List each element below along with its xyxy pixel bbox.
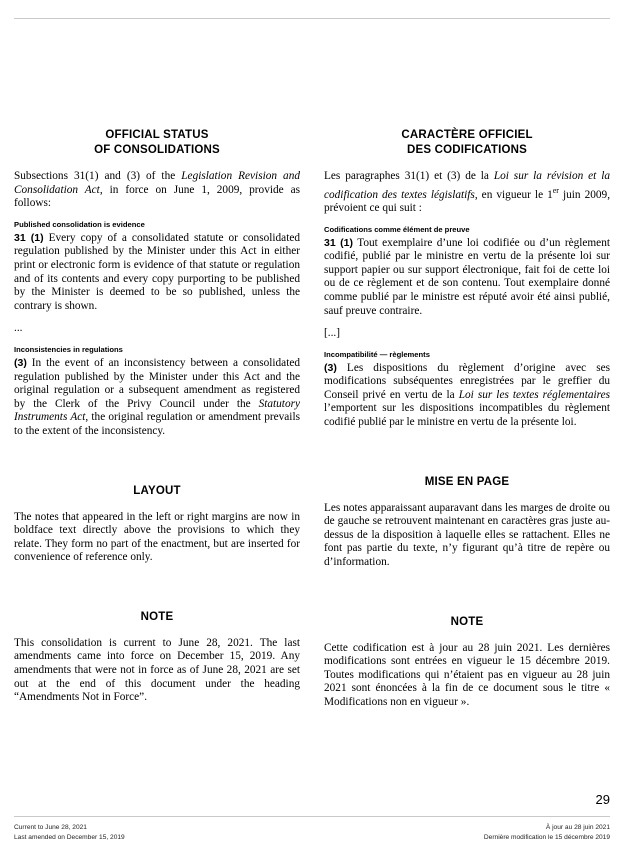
layout-paragraph-en: The notes that appeared in the left or right margins are now in boldface text directly above the provisions to which they relate. They form no part of the enactment, but are inserted for convenience of reference only. (14, 510, 300, 564)
page-number: 29 (595, 792, 610, 807)
section-31-1-fr (324, 237, 610, 319)
intro-paragraph-en: Subsections 31(1) and (3) of the Legislation Revision and Consolidation Act, in force on June 1, 2009, provide as follows: (14, 170, 300, 210)
section-31-1-en (14, 232, 300, 314)
statutory-instruments-act-title-en: Statutory Instruments Act (14, 397, 300, 424)
ordinal-suffix-fr: er (552, 185, 559, 195)
spacer-en-1 (14, 448, 300, 484)
section-31-3-en: (3) In the event of an inconsistency between a consolidated regulation published by the Minister under this Act and the original regulation or a subsequent amendment as registered by the Clerk of the Privy Council under the Statutory Instruments Act, the original regulation or amendment prevails to the extent of the inconsistency. (14, 356, 300, 437)
section-31-3-number-fr: (3) (324, 361, 337, 374)
ellipsis-en: ... (14, 322, 23, 335)
section-31-1-number-fr: 31 (1) (324, 236, 354, 249)
section-31-1-number-en: 31 (1) (14, 231, 44, 244)
footer-amended-en: Last amended on December 15, 2019 (14, 834, 125, 841)
official-status-heading-fr (324, 128, 610, 158)
header-divider (14, 18, 610, 19)
statutory-instruments-act-title-fr: Loi sur les textes réglementaires (458, 388, 611, 401)
intro-act-title-en: Legislation Revision and Consolidation Act (14, 170, 300, 196)
official-status-heading-en-line2: OF CONSOLIDATIONS (94, 144, 220, 156)
footer-row-top (14, 823, 610, 833)
note-heading-fr: NOTE (450, 615, 484, 628)
note-paragraph-en: This consolidation is current to June 28, 2021. The last amendments came into force on December 15, 2019. Any amendments that were not in force as of June 28, 2021 are set out at the end of this document under the heading “Amendments Not in Force”. (14, 636, 300, 704)
official-status-heading-en-line1: OFFICIAL STATUS (105, 129, 209, 141)
footer-row-bottom (14, 833, 610, 843)
marginal-note-fr-2: Incompatibilité — règlements (324, 349, 430, 359)
note-heading-en: NOTE (140, 610, 174, 623)
layout-paragraph-fr: Les notes apparaissant auparavant dans les marges de droite ou de gauche se retrouvent maintenant en caractères gras juste au-dessus de la disposition à laquelle elles se rattachent. Elles ne font pas partie du texte, n’y figurant qu’à titre de repère ou d’information. (324, 501, 610, 569)
page-footer (14, 823, 610, 843)
note-paragraph-fr: Cette codification est à jour au 28 juin 2021. Les dernières modifications sont entrées en vigueur le 15 décembre 2019. Toutes modifications qui n’étaient pas en vigueur au 28 juin 2021 sont énoncées à la fin de ce document sous le titre « Modifications non en vigueur ». (324, 641, 610, 709)
layout-heading-fr: MISE EN PAGE (424, 475, 510, 488)
footer-currency-fr: À jour au 28 juin 2021 (545, 824, 610, 831)
english-column (14, 128, 300, 719)
marginal-note-fr-1: Codifications comme élément de preuve (324, 224, 470, 234)
marginal-note-en-2: Inconsistencies in regulations (14, 344, 123, 354)
footer-divider (14, 816, 610, 817)
section-31-1-text-en: Every copy of a consolidated statute or consolidated regulation published by the Minister under this Act in either print or electronic form is evidence of that statute or regulation and of its contents and every copy purporting to be published by the Minister is deemed to be so published, unless the contrary is shown. (14, 231, 300, 312)
footer-currency-en: Current to June 28, 2021 (14, 824, 87, 831)
spacer-en-2 (14, 574, 300, 610)
ellipsis-fr: [...] (324, 327, 340, 340)
section-31-3-fr: (3) Les dispositions du règlement d’origine avec ses modifications subséquentes enregistrées par le greffier du Conseil privé en vertu de la Loi sur les textes réglementaires l’emportent sur les dispositions incompatibles du règlement codifié publié par le ministre en vertu de la présente loi. (324, 361, 611, 429)
marginal-note-en-1: Published consolidation is evidence (14, 219, 145, 229)
official-status-heading-fr-line1: CARACTÈRE OFFICIEL (401, 129, 533, 141)
intro-act-title-fr: Loi sur la révision et la codification des textes législatifs (324, 170, 610, 201)
bilingual-columns (14, 128, 610, 719)
spacer-fr-2 (324, 579, 610, 615)
section-31-1-text-fr: Tout exemplaire d’une loi codifiée ou d’un règlement codifié, publié par le ministre en vertu de la présente loi sur support papier ou sur support électronique, fait foi de cette loi ou de ce règlement et de son contenu. Tout exemplaire donné comme publié par le ministre est réputé avoir été ainsi publié, sauf preuve contraire. (324, 236, 610, 317)
layout-heading-en: LAYOUT (133, 484, 181, 497)
french-column (324, 128, 610, 719)
spacer-fr-1 (324, 439, 610, 475)
official-status-heading-fr-line2: DES CODIFICATIONS (406, 144, 528, 156)
official-status-heading-en (14, 128, 300, 158)
footer-amended-fr: Dernière modification le 15 décembre 2019 (483, 834, 610, 841)
section-31-3-number-en: (3) (14, 356, 27, 369)
intro-paragraph-fr: Les paragraphes 31(1) et (3) de la Loi sur la révision et la codification des textes législatifs, en vigueur le 1er juin 2009, prévoient ce qui suit : (324, 170, 611, 214)
